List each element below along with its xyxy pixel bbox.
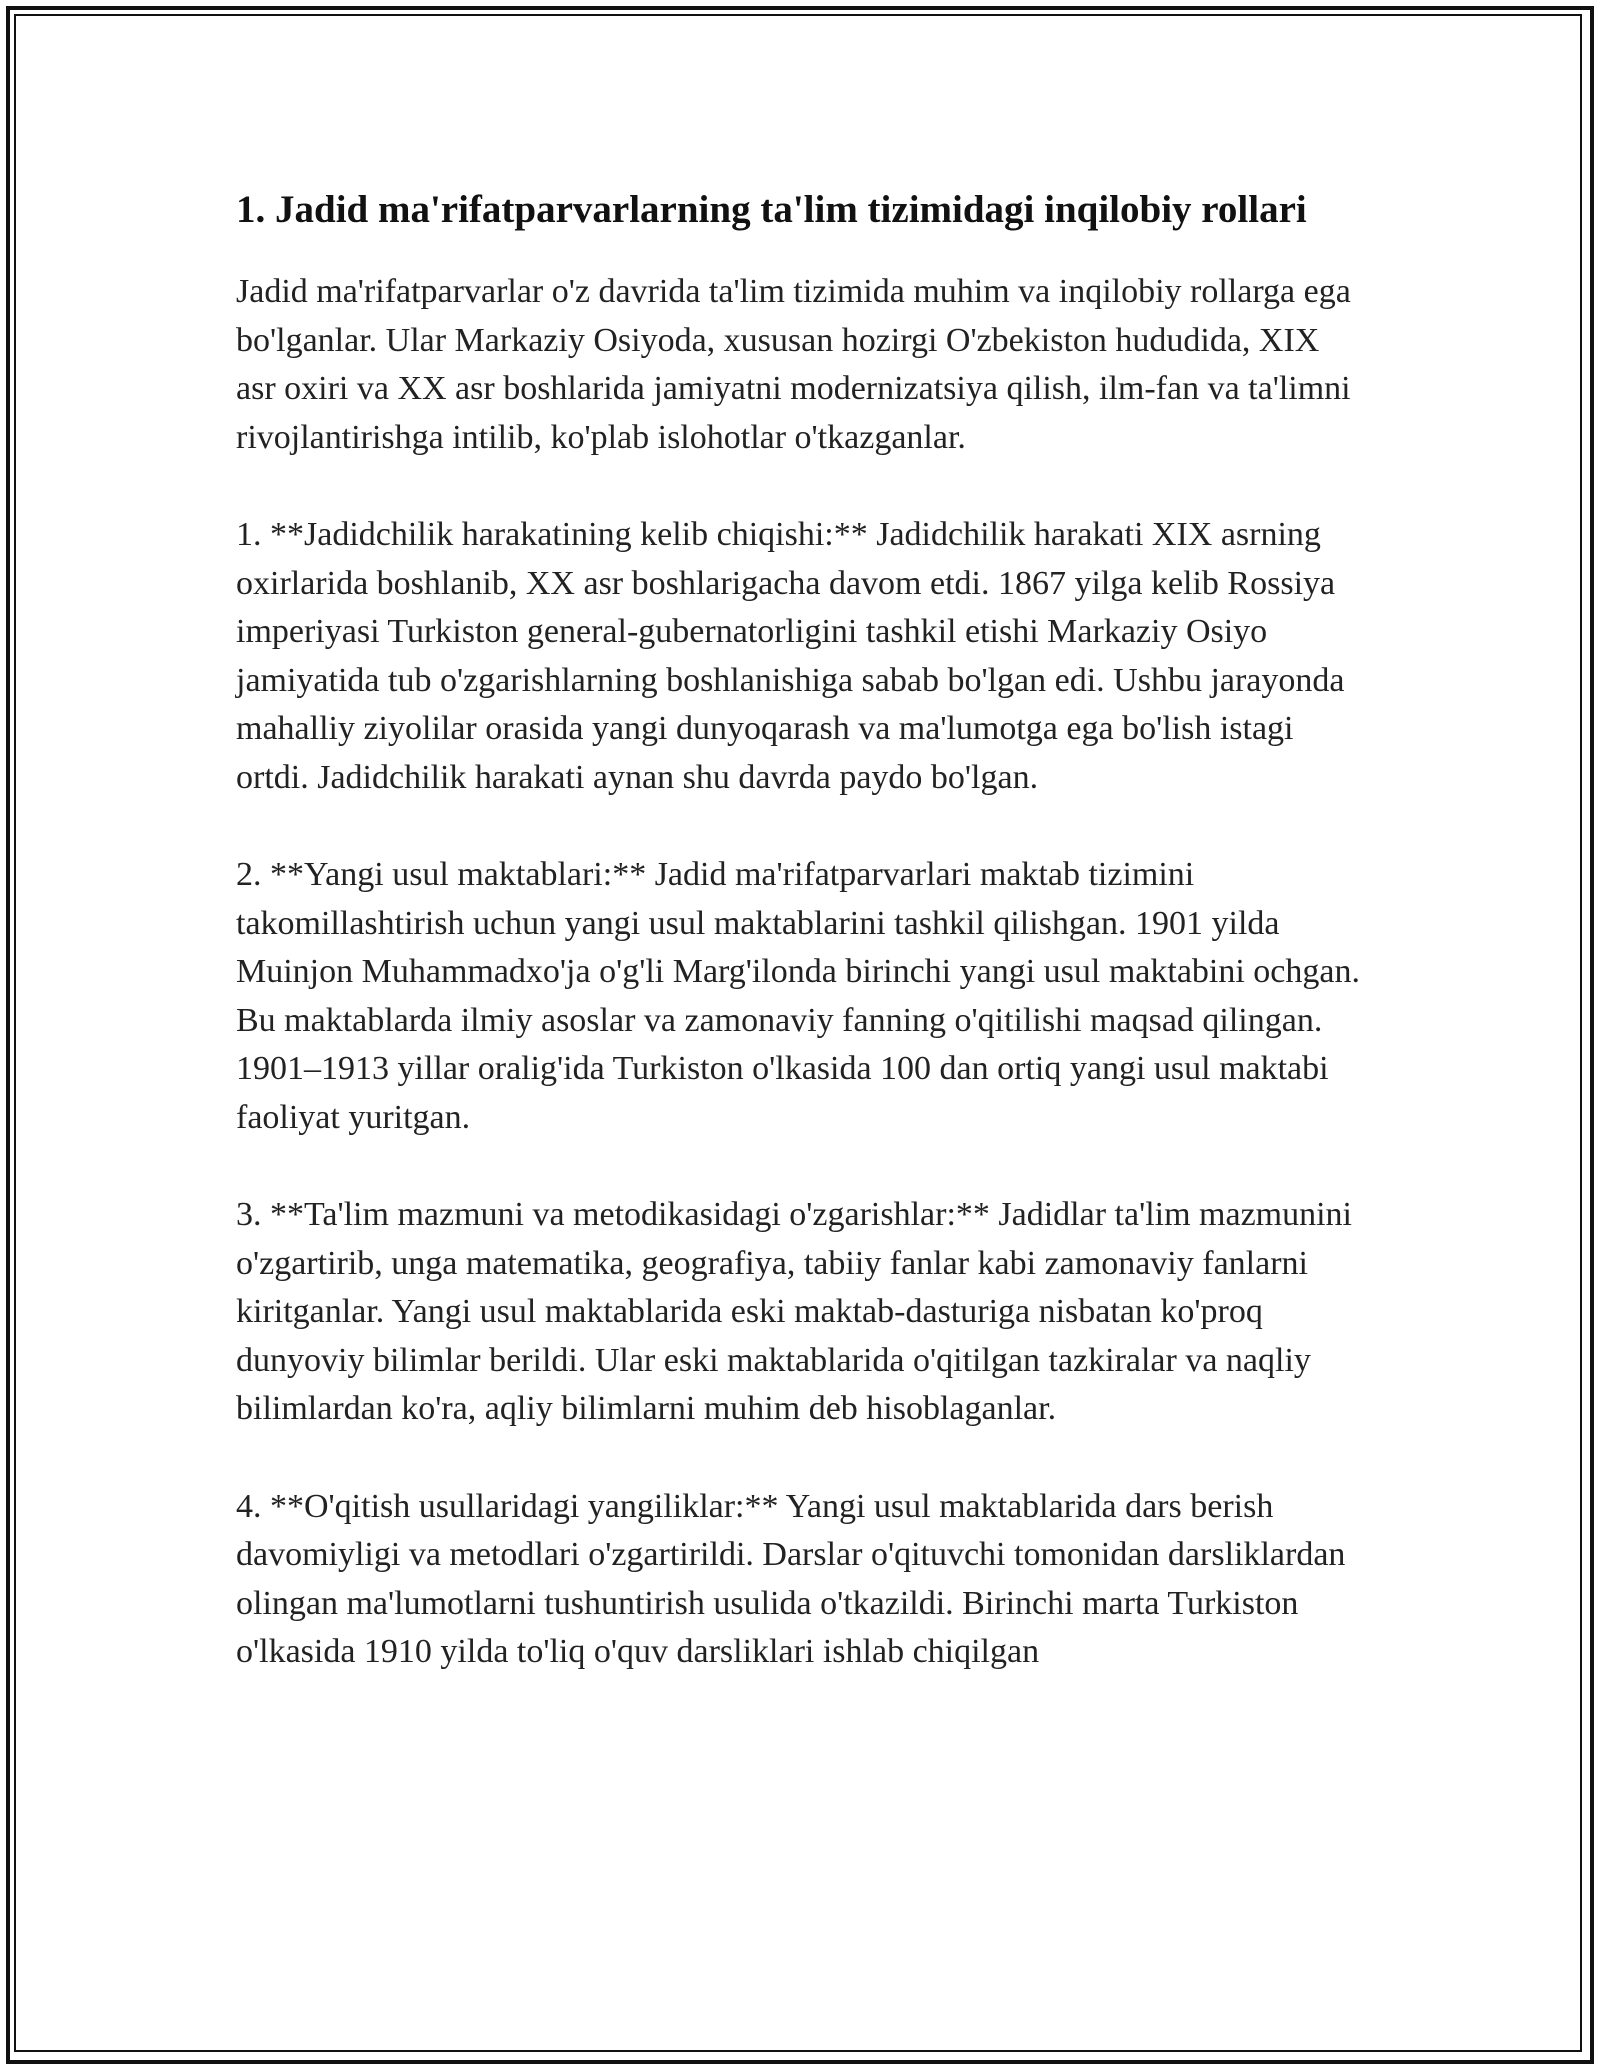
section-new-schools-paragraph: 2. **Yangi usul maktablari:** Jadid ma'rifatparvarlari maktab tizimini takomillashtirish uchun yangi usul maktablarini tashkil qilishgan. 1901 yilda Muinjon Muhammadxo'ja o'g'li Marg'ilonda birinchi yangi usul maktabini ochgan. Bu maktablarda ilmiy asoslar va zamonaviy fanning o'qitilishi maqsad qilingan. 1901–1913 yillar oralig'ida Turkiston o'lkasida 100 dan ortiq yangi usul maktabi faoliyat yuritgan. — [236, 856, 1360, 1136]
section-teaching-innovations-paragraph: 4. **O'qitish usullaridagi yangiliklar:** Yangi usul maktablarida dars berish davomiyligi va metodlari o'zgartirildi. Darslar o'qituvchi tomonidan darsliklardan olingan ma'lumotlarni tushuntirish usulida o'tkazildi. Birinchi marta Turkiston o'lkasida 1910 yilda to'liq o'quv darsliklari ishlab chiqilgan — [236, 1487, 1346, 1670]
intro-paragraph: Jadid ma'rifatparvarlar o'z davrida ta'lim tizimida muhim va inqilobiy rollarga ega bo'lganlar. Ular Markaziy Osiyoda, xususan hozirgi O'zbekiston hududida, XIX asr oxiri va XX asr boshlarida jamiyatni modernizatsiya qilish, ilm-fan va ta'limni rivojlantirishga intilib, ko'plab islohotlar o'tkazganlar. — [236, 273, 1351, 456]
document-body — [236, 182, 1366, 1726]
section-content-methods-paragraph: 3. **Ta'lim mazmuni va metodikasidagi o'zgarishlar:** Jadidlar ta'lim mazmunini o'zgartirib, unga matematika, geografiya, tabiiy fanlar kabi zamonaviy fanlarni kiritganlar. Yangi usul maktablarida eski maktab-dasturiga nisbatan ko'proq dunyoviy bilimlar berildi. Ular eski maktablarida o'qitilgan tazkiralar va naqliy bilimlardan ko'ra, aqliy bilimlarni muhim deb hisoblaganlar. — [236, 1196, 1353, 1427]
section-origin-paragraph: 1. **Jadidchilik harakatining kelib chiqishi:** Jadidchilik harakati XIX asrning oxirlarida boshlanib, XX asr boshlarigacha davom etdi. 1867 yilga kelib Rossiya imperiyasi Turkiston general-gubernatorligini tashkil etishi Markaziy Osiyo jamiyatida tub o'zgarishlarning boshlanishiga sabab bo'lgan edi. Ushbu jarayonda mahalliy ziyolilar orasida yangi dunyoqarash va ma'lumotga ega bo'lish istagi ortdi. Jadidchilik harakati aynan shu davrda paydo bo'lgan. — [236, 516, 1345, 796]
document-title: 1. Jadid ma'rifatparvarlarning ta'lim tizimidagi inqilobiy rollari — [236, 188, 1307, 231]
